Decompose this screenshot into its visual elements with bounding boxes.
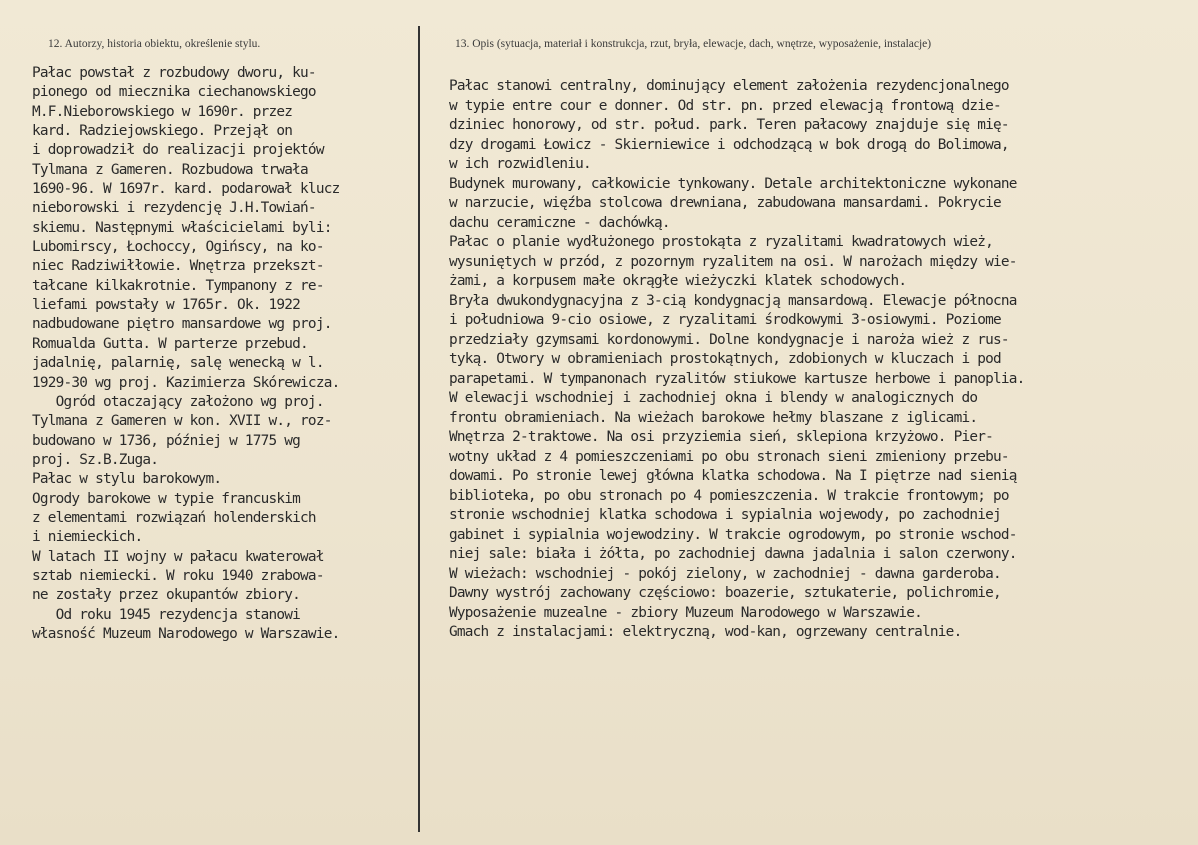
description-text-line: przedziały gzymsami kordonowymi. Dolne kondygnacje i naroża wież z rus- [449, 331, 1009, 348]
history-text-line: sztab niemiecki. W roku 1940 zrabowa- [32, 567, 324, 584]
description-text-line: dziniec honorowy, od str. połud. park. Teren pałacowy znajduje się mię- [449, 117, 1009, 133]
description-text-column [449, 77, 1194, 643]
history-text-line: własność Muzeum Narodowego w Warszawie. [32, 625, 340, 642]
section-12-header: 12. Autorzy, historia obiektu, określenie stylu. [48, 38, 261, 50]
history-text-line: Pałac w stylu barokowym. [32, 471, 222, 488]
description-text-line: wysuniętych w przód, z pozornym ryzalitem na osi. W narożach między wie- [449, 253, 1017, 270]
history-text-line: i doprowadził do realizacji projektów [32, 142, 324, 159]
description-text-line: stronie wschodniej klatka schodowa i sypialnia wojewody, po zachodniej [449, 507, 1001, 523]
history-text-line: proj. Sz.B.Zuga. [32, 451, 159, 468]
description-text-line: dachu ceramiczne - dachówką. [449, 214, 670, 231]
history-text-line: Romualda Gutta. W parterze przebud. [32, 335, 308, 352]
history-text-line: Pałac powstał z rozbudowy dworu, ku- [32, 65, 316, 81]
description-text-line: W elewacji wschodniej i zachodniej okna i blendy w analogicznych do [449, 390, 978, 406]
history-text-line: Od roku 1945 rezydencja stanowi [32, 606, 301, 623]
history-text-line: nieborowski i rezydencję J.H.Towiań- [32, 200, 316, 217]
description-text-line: dzy drogami Łowicz - Skierniewice i odchodzącą w bok drogą do Bolimowa, [449, 136, 1009, 153]
history-text-line: ne zostały przez okupantów zbiory. [32, 587, 301, 604]
history-text-line: nadbudowane piętro mansardowe wg proj. [32, 316, 332, 333]
history-text-line: jadalnię, palarnię, salę wenecką w l. [32, 355, 324, 372]
history-text-line: kard. Radziejowskiego. Przejął on [32, 123, 293, 140]
description-text-line: w typie entre cour e donner. Od str. pn. przed elewacją frontową dzie- [449, 97, 1001, 114]
description-text-line: dowami. Po stronie lewej główna klatka schodowa. Na I piętrze nad sienią [449, 468, 1017, 484]
column-divider [418, 26, 420, 832]
history-text-line: niec Radziwiłłowie. Wnętrza przekszt- [32, 258, 324, 275]
description-text-line: Wnętrza 2-traktowe. Na osi przyziemia sień, sklepiona krzyżowo. Pier- [449, 429, 993, 445]
description-text-line: w narzucie, więźba stolcowa drewniana, zabudowana mansardami. Pokrycie [449, 195, 1001, 211]
description-text-line: wotny układ z 4 pomieszczeniami po obu stronach sieni zmieniony przebu- [449, 448, 1009, 465]
history-text-line: tałcane kilkakrotnie. Tympanony z re- [32, 277, 324, 294]
history-text-line: budowano w 1736, później w 1775 wg [32, 432, 301, 449]
description-text-line: tyką. Otwory w obramieniach prostokątnych, zdobionych w kluczach i pod [449, 351, 1001, 367]
history-text-line: pionego od miecznika ciechanowskiego [32, 84, 316, 101]
history-text-line: Tylmana z Gameren. Rozbudowa trwała [32, 161, 308, 178]
description-text-line: żami, a korpusem małe okrągłe wieżyczki klatek schodowych. [449, 273, 907, 289]
history-text-line: Tylmana z Gameren w kon. XVII w., roz- [32, 413, 332, 430]
description-text-line: Pałac stanowi centralny, dominujący element założenia rezydencjonalnego [449, 78, 1009, 94]
description-text-line: Pałac o planie wydłużonego prostokąta z ryzalitami kwadratowych wież, [449, 234, 993, 250]
history-text-line: W latach II wojny w pałacu kwaterował [32, 548, 324, 565]
description-text-line: Budynek murowany, całkowicie tynkowany. Detale architektoniczne wykonane [449, 175, 1017, 192]
description-text-line: Gmach z instalacjami: elektryczną, wod-kan, ogrzewany centralnie. [449, 624, 962, 640]
description-text-line: w ich rozwidleniu. [449, 156, 591, 172]
description-text-line: W wieżach: wschodniej - pokój zielony, w zachodniej - dawna garderoba. [449, 565, 1001, 582]
description-text-line: gabinet i sypialnia wojewodziny. W trakcie ogrodowym, po stronie wschod- [449, 526, 1017, 543]
history-text-line: i niemieckich. [32, 529, 143, 546]
description-text-line: frontu obramieniach. Na wieżach barokowe hełmy blaszane z iglicami. [449, 409, 978, 426]
history-text-line: Lubomirscy, Łochoccy, Ogińscy, na ko- [32, 239, 324, 256]
history-text-line: skiemu. Następnymi właścicielami byli: [32, 219, 332, 236]
history-text-line: Ogrody barokowe w typie francuskim [32, 490, 301, 507]
description-text-line: Bryła dwukondygnacyjna z 3-cią kondygnacją mansardową. Elewacje północna [449, 292, 1017, 309]
history-text-line: M.F.Nieborowskiego w 1690r. przez [32, 103, 293, 120]
description-text-line: Wyposażenie muzealne - zbiory Muzeum Narodowego w Warszawie. [449, 604, 923, 621]
history-text-line: liefami powstały w 1765r. Ok. 1922 [32, 297, 301, 314]
description-text-line: i południowa 9-cio osiowe, z ryzalitami środkowymi 3-osiowymi. Poziome [449, 312, 1001, 328]
description-text-line: parapetami. W tympanonach ryzalitów stiukowe kartusze herbowe i panoplia. [449, 370, 1025, 387]
history-text-line: 1690-96. W 1697r. kard. podarował klucz [32, 181, 340, 198]
section-13-header: 13. Opis (sytuacja, materiał i konstrukcja, rzut, bryła, elewacje, dach, wnętrze, wyposażenie, instalacje) [455, 38, 932, 50]
description-text-line: biblioteka, po obu stronach po 4 pomieszczenia. W trakcie frontowym; po [449, 487, 1009, 504]
history-text-column [32, 64, 417, 644]
history-text-line: z elementami rozwiązań holenderskich [32, 509, 316, 526]
description-text-line: Dawny wystrój zachowany częściowo: boazerie, sztukaterie, polichromie, [449, 585, 1001, 601]
history-text-line: Ogród otaczający założono wg proj. [32, 393, 324, 410]
history-text-line: 1929-30 wg proj. Kazimierza Skórewicza. [32, 374, 340, 391]
description-text-line: niej sale: biała i żółta, po zachodniej dawna jadalnia i salon czerwony. [449, 546, 1017, 562]
